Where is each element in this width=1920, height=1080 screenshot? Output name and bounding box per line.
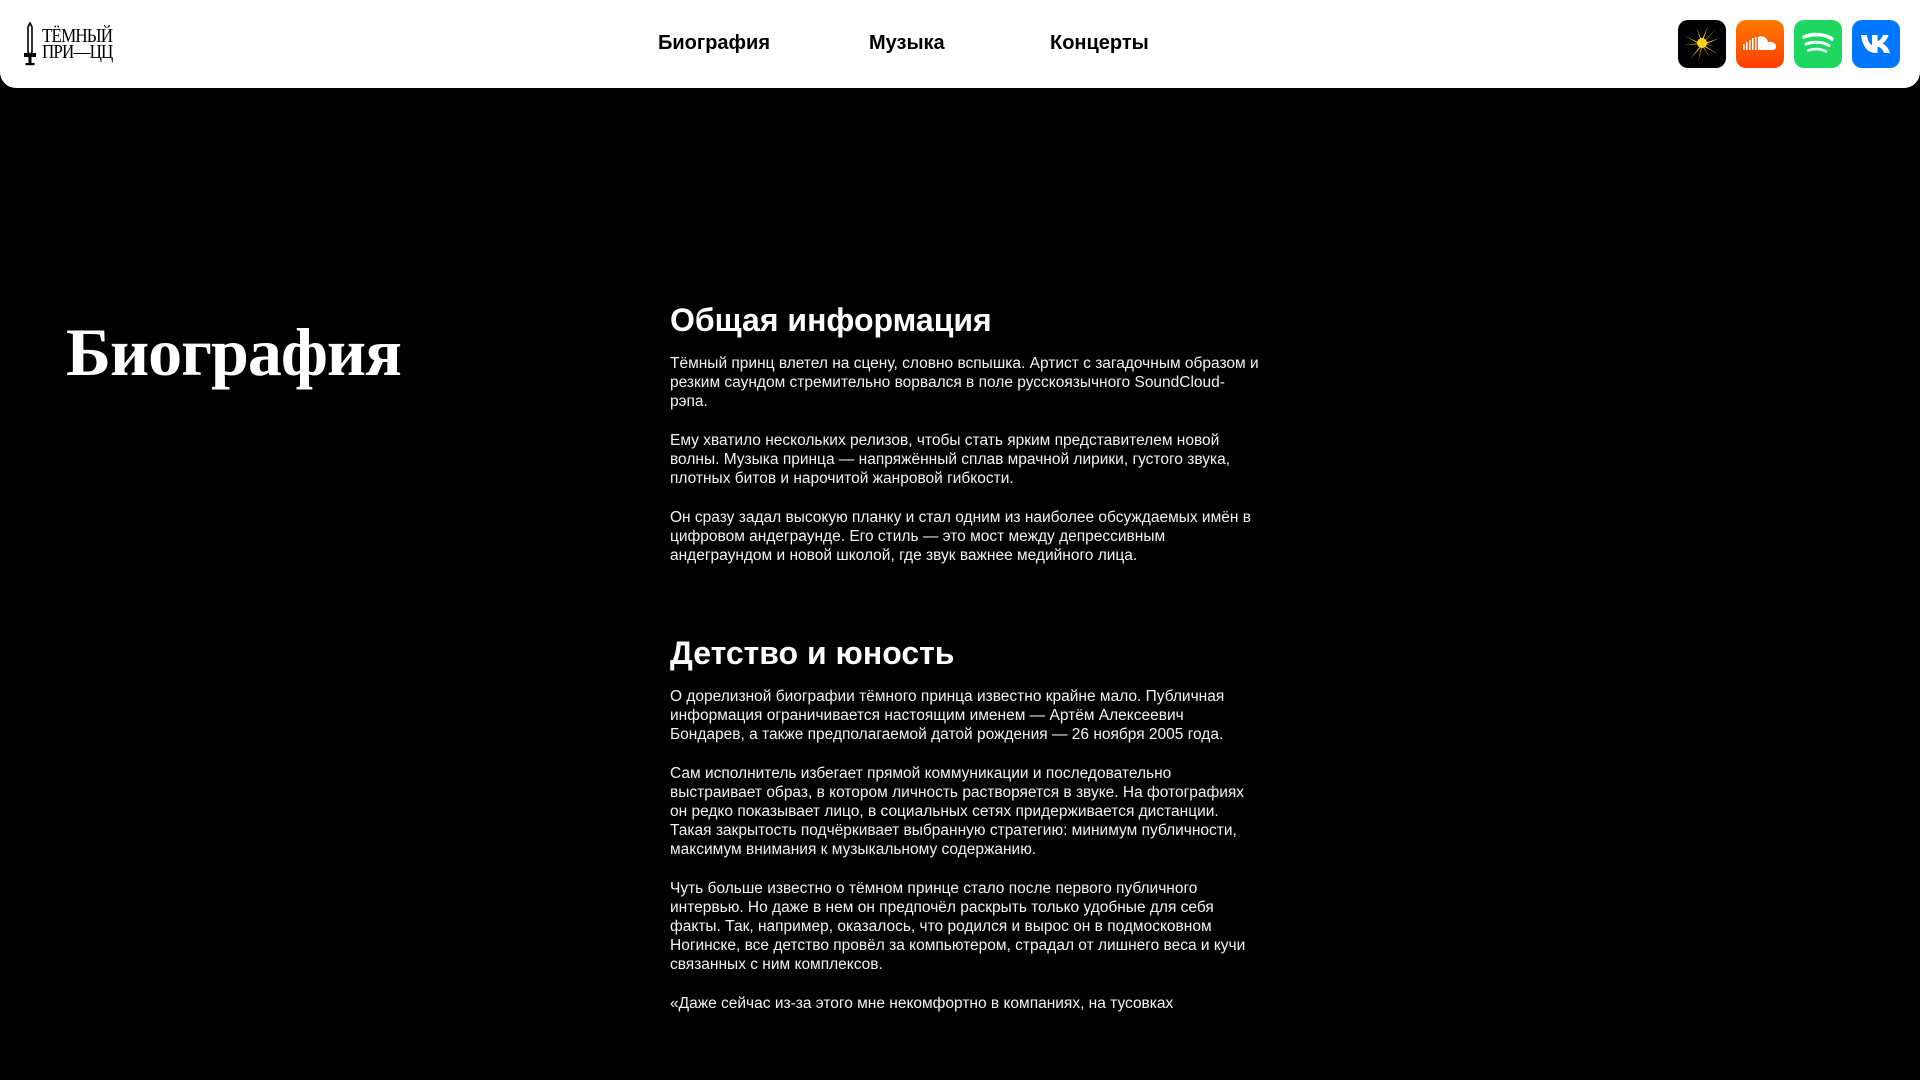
section-heading: Общая информация	[670, 302, 992, 338]
nav-concerts[interactable]: Концерты	[1050, 32, 1149, 54]
paragraph: Тёмный принц влетел на сцену, словно вспышка. Артист с загадочным образом и резким саундом стремительно ворвался в поле русскоязычного SoundCloud-рэпа.	[670, 355, 1259, 410]
paragraph: «Даже сейчас из-за этого мне некомфортно в компаниях, на тусовках	[670, 995, 1174, 1012]
nav-music[interactable]: Музыка	[869, 32, 945, 54]
logo-line-1: ТЁМНЫЙ	[42, 25, 113, 47]
paragraph: Сам исполнитель избегает прямой коммуникации и последовательно выстраивает образ, в котором личность растворяется в звуке. На фотографиях он редко показывает лицо, в социальных сетях придерживается дистанции. Такая закрытость подчёркивает выбранную стратегию: минимум публичности, максимум внимания к музыкальному содержанию.	[670, 765, 1245, 858]
paragraph: Чуть больше известно о тёмном принце стало после первого публичного интервью. Но даже в нем он предпочёл раскрыть только удобные для себя факты. Так, например, оказалось, что родился и вырос он в подмосковном Ногинске, все детство провёл за компьютером, страдал от лишнего веса и кучи связанных с ним комплексов.	[670, 880, 1246, 973]
page-title: Биография	[66, 314, 401, 390]
social-links	[1678, 20, 1900, 68]
main-nav	[0, 0, 1920, 88]
spotify-button[interactable]	[1794, 20, 1842, 68]
spotify-icon	[1801, 31, 1835, 57]
site-header	[0, 0, 1920, 88]
paragraph: Он сразу задал высокую планку и стал одним из наиболее обсуждаемых имён в цифровом андеграунде. Его стиль — это мост между депрессивным андеграундом и новой школой, где звук важнее медийного лица.	[670, 509, 1251, 564]
paragraph: Ему хватило нескольких релизов, чтобы стать ярким представителем новой волны. Музыка принца — напряжённый сплав мрачной лирики, густого звука, плотных битов и нарочитой жанровой гибкости.	[670, 432, 1231, 487]
section-childhood	[670, 629, 1260, 1013]
paragraph: О дорелизной биографии тёмного принца известно крайне мало. Публичная информация ограничивается настоящим именем — Артём Алексеевич Бондарев, а также предполагаемой датой рождения — 26 ноября 2005 года.	[670, 688, 1225, 743]
soundcloud-button[interactable]	[1736, 20, 1784, 68]
soundcloud-icon	[1742, 34, 1778, 54]
yandex-music-button[interactable]	[1678, 20, 1726, 68]
biography-content	[670, 296, 1260, 1033]
starburst-icon	[1682, 24, 1722, 64]
section-general-info	[670, 296, 1260, 565]
vk-icon	[1860, 34, 1892, 54]
logo-line-2: ПРИ—ЦЦ	[42, 41, 113, 63]
nav-biography[interactable]: Биография	[658, 32, 771, 54]
section-heading: Детство и юность	[670, 635, 955, 671]
vk-button[interactable]	[1852, 20, 1900, 68]
